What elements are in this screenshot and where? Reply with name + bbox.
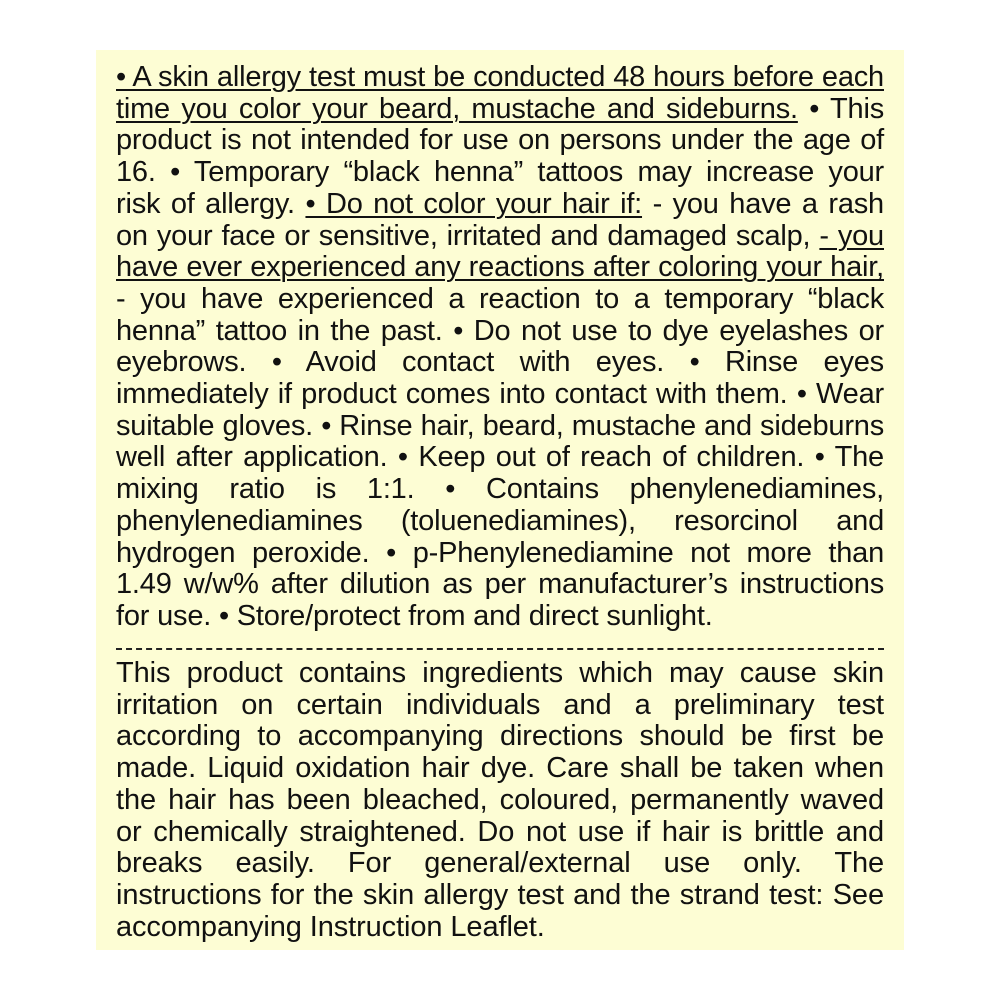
warning-rinse-eyes: • Rinse eyes immediately if product comes into contact with them. <box>116 346 884 411</box>
warning-storage: • Store/protect from and direct sunlight. <box>218 599 713 632</box>
warning-children: • Keep out of reach of children. <box>397 441 805 474</box>
warning-black-henna: • Temporary “black henna” tattoos may increase your risk of allergy. <box>116 156 885 220</box>
warning-ingredients: • Contains phenylenediamines, phenylenediamines (toluenediamines), resorcinol and hydrogen peroxide. <box>116 473 885 569</box>
warning-gloves: • Wear suitable gloves. <box>116 378 884 442</box>
warning-condition-rash: - you have a rash on your face or sensitive, irritated and damaged scalp, <box>116 187 884 252</box>
warning-age-limit: • This product is not intended for use on persons under the age of 16. <box>116 92 884 189</box>
notice-paragraph: This product contains ingredients which may cause skin irritation on certain individuals and a preliminary test according to accompanying directions should be first be made. Liquid oxidation hair dye. Care shall be taken when the hair has been bleached, coloured, permanently waved or chemically straightened. Do not use if hair is brittle and breaks easily. For general/external use only. The instructions for the skin allergy test and the strand test: See accompanying Instruction Leaflet. <box>116 657 884 943</box>
warning-rinse-hair: • Rinse hair, beard, mustache and sideburns well after application. <box>116 409 884 474</box>
warning-eyelashes: • Do not use to dye eyelashes or eyebrows. <box>116 314 885 379</box>
warning-do-not-color-heading: • Do not color your hair if: <box>305 187 643 220</box>
warning-mixing-ratio: • The mixing ratio is 1:1. <box>116 441 884 506</box>
dashed-divider <box>116 648 884 650</box>
warning-condition-past-reaction: - you have ever experienced any reactions after coloring your hair, <box>116 219 884 284</box>
warning-avoid-eyes: • Avoid contact with eyes. <box>271 346 665 379</box>
warning-ppd-limit: • p-Phenylenediamine not more than 1.49 w/w% after dilution as per manufacturer’s instructions for use. <box>116 536 885 632</box>
warning-allergy-test: • A skin allergy test must be conducted 48 hours before each time you color your beard, mustache and sideburns. <box>116 61 884 125</box>
warnings-paragraph <box>116 62 884 633</box>
warning-condition-henna-reaction: - you have experienced a reaction to a temporary “black henna” tattoo in the past. <box>116 282 884 347</box>
warning-label-panel <box>96 50 904 950</box>
